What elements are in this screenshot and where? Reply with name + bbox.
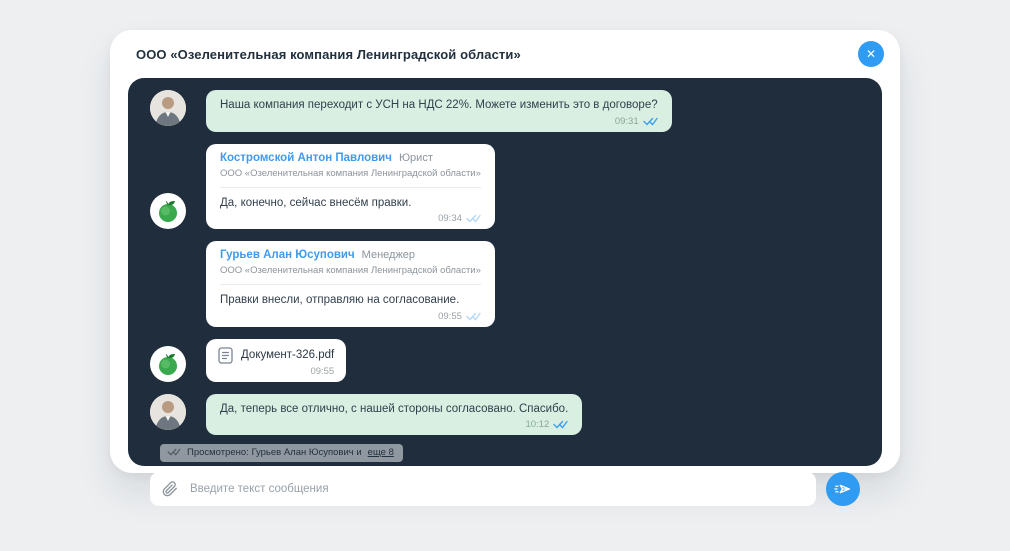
read-double-check-icon: [466, 214, 481, 223]
message-time: 10:12: [525, 419, 550, 431]
message-time: 09:34: [438, 213, 462, 225]
seen-double-check-icon: [167, 448, 181, 456]
message-bubble: [206, 394, 582, 436]
message-time: 09:31: [614, 115, 639, 127]
seen-more-link[interactable]: еще 8: [367, 446, 394, 458]
message-text: Да, конечно, сейчас внесём правки.: [220, 196, 412, 209]
message-client-1: [150, 90, 860, 132]
message-bubble: [206, 144, 495, 230]
company-logo-avatar[interactable]: [150, 193, 186, 229]
sender-company: ООО «Озеленительная компания Ленинградской области»: [220, 265, 481, 277]
file-bubble: [206, 339, 346, 382]
message-time: 09:55: [310, 365, 335, 377]
chat-title: ООО «Озеленительная компания Ленинградской области»: [136, 46, 521, 62]
attach-file-button[interactable]: [162, 481, 178, 497]
sender-role: Менеджер: [361, 249, 416, 262]
client-avatar[interactable]: [150, 394, 186, 430]
close-icon: ✕: [865, 47, 877, 61]
message-text: Наша компания переходит с УСН на НДС 22%. Можете изменить это в договоре?: [220, 99, 658, 111]
bubble-divider: [220, 187, 481, 188]
sender-role: Юрист: [398, 151, 433, 164]
message-list: [128, 78, 882, 466]
message-bubble: [206, 90, 672, 132]
send-button[interactable]: [826, 472, 860, 506]
paperclip-icon: [162, 481, 178, 497]
read-double-check-icon: [466, 312, 481, 321]
sender-name-link[interactable]: Костромской Антон Павлович: [220, 151, 392, 164]
sender-company: ООО «Озеленительная компания Ленинградской области»: [220, 167, 481, 179]
read-double-check-icon: [553, 420, 568, 429]
chat-window: [110, 30, 900, 473]
chat-header: [110, 30, 900, 78]
read-double-check-icon: [643, 117, 658, 126]
sender-name-link[interactable]: Гурьев Алан Юсупович: [220, 249, 355, 262]
client-avatar[interactable]: [150, 90, 186, 126]
file-name: Документ-326.pdf: [241, 349, 335, 362]
message-staff-1: [150, 144, 860, 230]
seen-status-row: [160, 443, 860, 462]
message-text: Правки внесли, отправляю на согласование.: [220, 294, 460, 307]
message-file: [150, 339, 860, 382]
green-apple-logo-icon: [155, 198, 181, 224]
send-plane-icon: [833, 480, 853, 498]
message-text: Да, теперь все отлично, с нашей стороны согласовано. Спасибо.: [220, 402, 569, 415]
person-photo-icon: [150, 90, 186, 126]
document-icon: [218, 347, 233, 364]
file-attachment[interactable]: [218, 347, 334, 364]
person-photo-icon: [150, 394, 186, 430]
company-logo-avatar[interactable]: [150, 346, 186, 382]
close-button[interactable]: [858, 41, 884, 67]
composer: [150, 472, 860, 506]
message-input[interactable]: [190, 483, 804, 495]
message-staff-2: [150, 241, 860, 327]
message-client-2: [150, 394, 860, 436]
green-apple-logo-icon: [155, 351, 181, 377]
message-time: 09:55: [438, 310, 462, 322]
seen-status-badge: [160, 444, 403, 462]
message-bubble: [206, 241, 495, 327]
message-input-wrap: [150, 472, 816, 506]
seen-status-text: Просмотрено: Гурьев Алан Юсупович и: [187, 446, 362, 458]
bubble-divider: [220, 284, 481, 285]
